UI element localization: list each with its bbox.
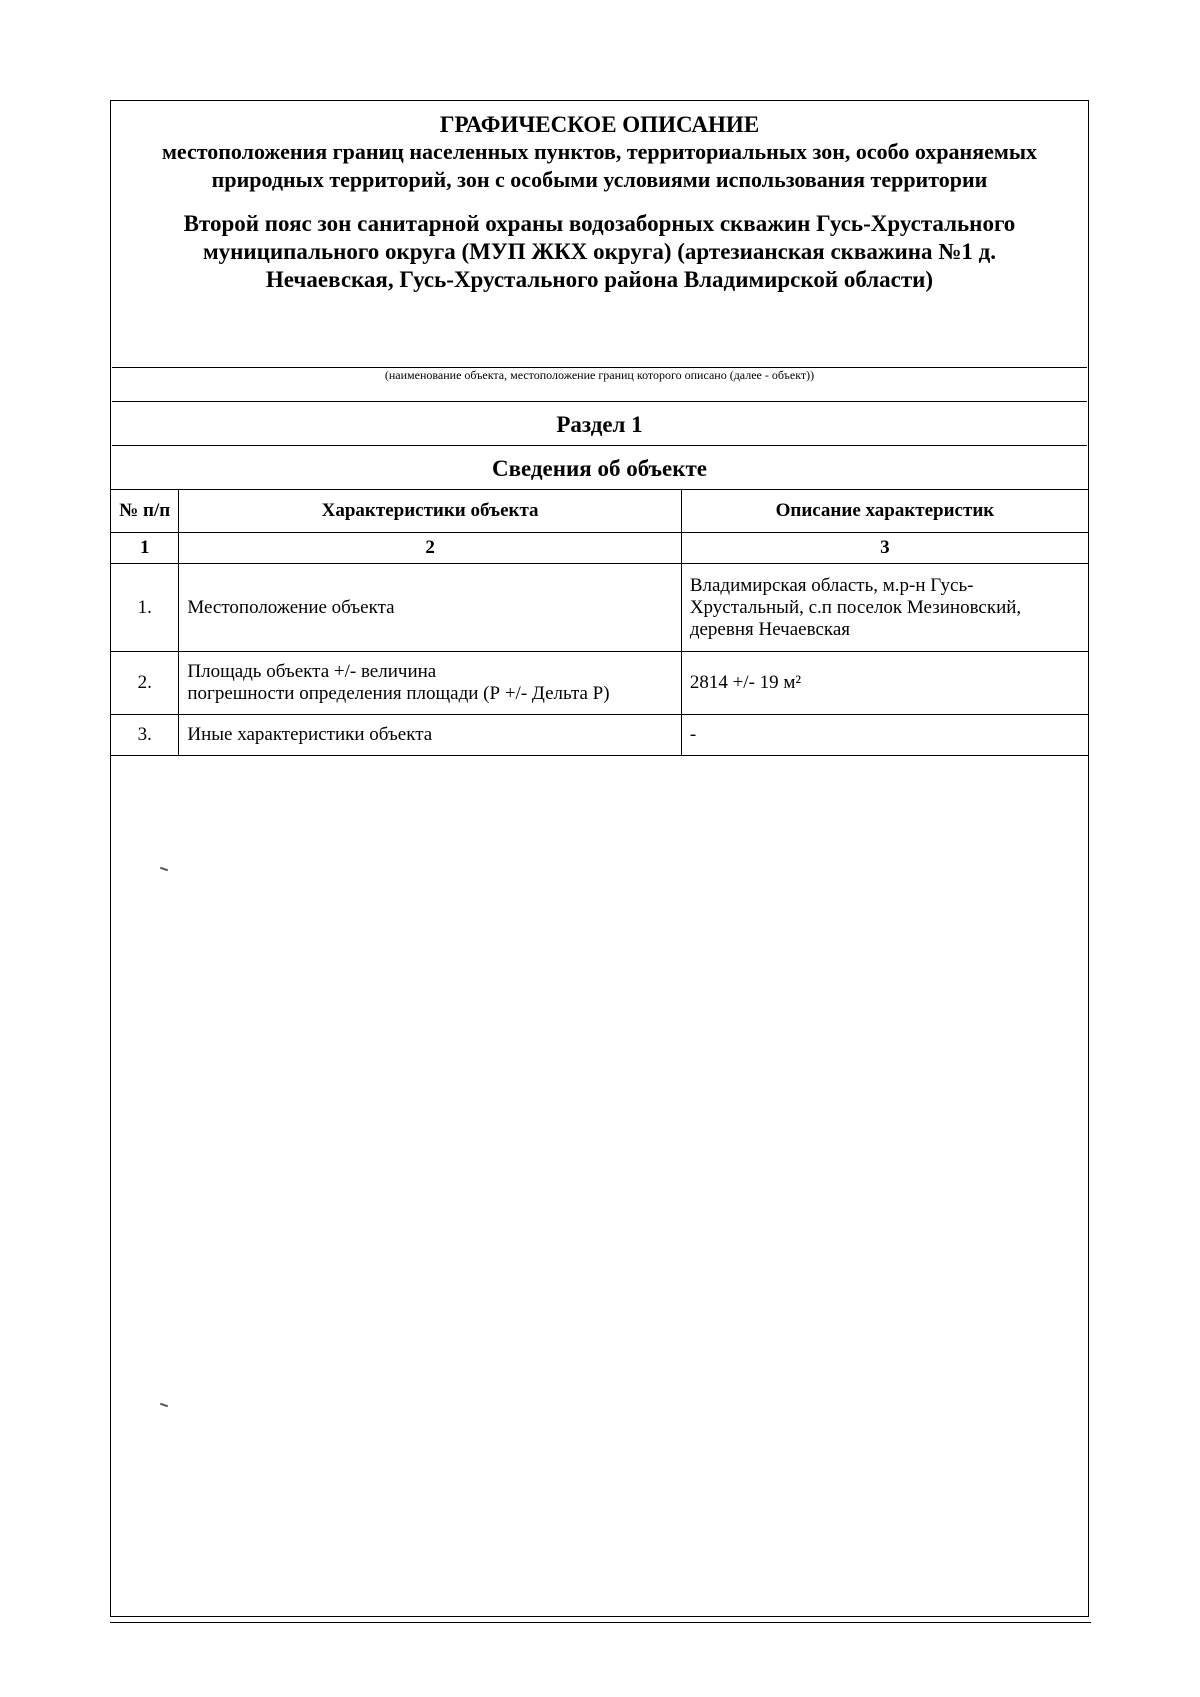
header-characteristic: Характеристики объекта [179,490,681,533]
table-header-row [111,490,1089,533]
column-number: 1 [111,533,179,564]
divider [112,401,1087,402]
row-num: 3. [111,715,179,756]
table-row [111,715,1089,756]
document-title: ГРАФИЧЕСКОЕ ОПИСАНИЕ [439,112,760,137]
header-description: Описание характеристик [681,490,1088,533]
table-row [111,564,1089,652]
object-caption: (наименование объекта, местоположение границ которого описано (далее - объект)) [384,368,815,382]
row-num: 2. [111,652,179,715]
row-characteristic-line: погрешности определения площади (Р +/- Дельта Р) [187,683,610,704]
row-description: - [681,715,1088,756]
frame-bottom-double-line [110,1622,1091,1623]
object-name: Второй пояс зон санитарной охраны водозаборных скважин Гусь-Хрустального муниципального округа (МУП ЖКХ округа) (артезианская скважина №1 д. Нечаевская, Гусь-Хрустального района Владимирской области) [183,211,1016,292]
row-characteristic: Иные характеристики объекта [179,715,681,756]
row-description: Владимирская область, м.р-н Гусь-Хрустальный, с.п поселок Мезиновский, деревня Нечаевская [681,564,1088,652]
row-characteristic-line: Площадь объекта +/- величина [187,661,437,682]
column-number-row [111,533,1089,564]
row-characteristic: Местоположение объекта [179,564,681,652]
row-num: 1. [111,564,179,652]
section-subtitle: Сведения об объекте [491,456,708,481]
title-block [112,112,1087,294]
divider [112,445,1087,446]
table-row [111,652,1089,715]
header-num: № п/п [111,490,179,533]
document-frame [110,100,1089,1617]
row-description: 2814 +/- 19 м² [681,652,1088,715]
row-characteristic [179,652,681,715]
document-subtitle: местоположения границ населенных пунктов, территориальных зон, особо охраняемых природных территорий, зон с особыми условиями использования территории [161,139,1038,192]
section-title: Раздел 1 [556,412,643,437]
column-number: 2 [179,533,681,564]
object-info-table [110,489,1089,756]
column-number: 3 [681,533,1088,564]
